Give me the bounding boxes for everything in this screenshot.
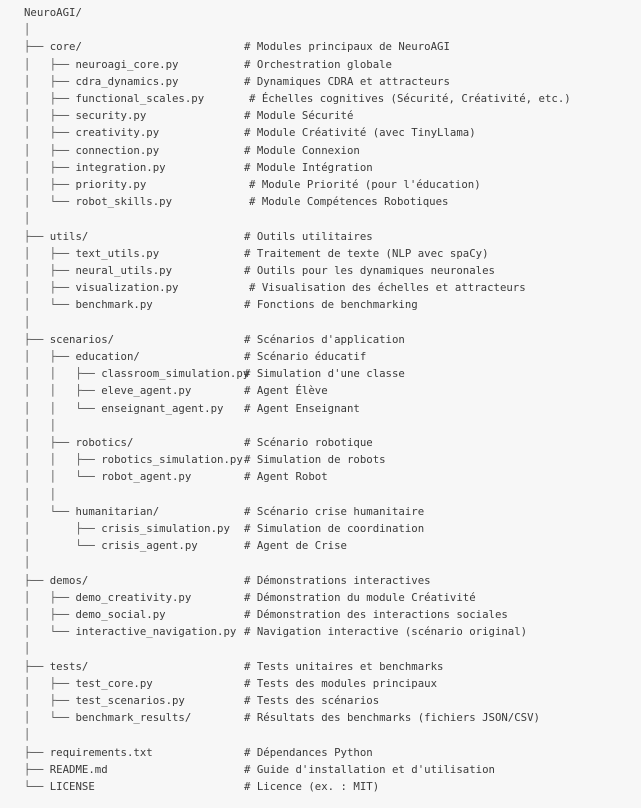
folder-name: robotics/	[75, 436, 134, 449]
line-comment: # Tests des scénarios	[244, 694, 380, 707]
tree-file-row	[24, 279, 526, 296]
tree-file-row	[24, 589, 476, 606]
tree-branch-glyphs: ├──	[24, 762, 50, 776]
tree-file-row	[24, 56, 392, 73]
tree-connector-row	[24, 486, 56, 503]
tree-branch-glyphs: │ └──	[24, 711, 76, 725]
line-comment: # Traitement de texte (NLP avec spaCy)	[244, 246, 489, 260]
tree-branch-glyphs: │ ├──	[24, 178, 76, 191]
file-name: connection.py	[75, 143, 160, 157]
tree-branch-glyphs: ├──	[24, 659, 50, 673]
file-name: cdra_dynamics.py	[75, 74, 179, 88]
folder-name: education/	[75, 350, 140, 363]
tree-branch-glyphs: │ └──	[24, 539, 102, 553]
tree-branch-glyphs: │ └──	[24, 625, 76, 639]
line-comment: # Module Sécurité	[244, 109, 354, 123]
line-comment: # Échelles cognitives (Sécurité, Créativité, etc.)	[249, 92, 571, 105]
file-name: robotics_simulation.py	[101, 453, 243, 467]
tree-branch-glyphs: │	[24, 212, 31, 226]
tree-file-row	[24, 365, 405, 382]
file-name: test_core.py	[75, 676, 153, 690]
tree-folder-row	[24, 658, 444, 675]
line-comment: # Module Créativité (avec TinyLlama)	[244, 126, 476, 140]
tree-file-row	[24, 142, 360, 159]
line-comment: # Guide d'installation et d'utilisation	[244, 762, 495, 776]
folder-name: scenarios/	[49, 332, 115, 346]
line-comment: # Navigation interactive (scénario original)	[244, 625, 528, 639]
tree-branch-glyphs: │	[24, 728, 31, 742]
tree-connector-row	[24, 21, 30, 38]
tree-branch-glyphs: │ ├──	[24, 264, 76, 277]
tree-branch-glyphs: │ │ ├──	[24, 453, 102, 467]
line-comment: # Agent Enseignant	[244, 401, 360, 415]
tree-folder-row	[24, 503, 425, 520]
tree-branch-glyphs: │ ├──	[24, 694, 76, 707]
tree-branch-glyphs: │ ├──	[24, 436, 76, 449]
tree-folder-row	[24, 38, 450, 55]
tree-file-row	[24, 400, 360, 417]
file-name: classroom_simulation.py	[101, 367, 250, 381]
tree-file-row	[24, 537, 347, 554]
tree-file-row	[24, 761, 495, 778]
file-name: test_scenarios.py	[75, 694, 185, 707]
file-name: functional_scales.py	[75, 92, 205, 105]
file-name: robot_skills.py	[75, 195, 173, 209]
file-name: interactive_navigation.py	[75, 625, 237, 639]
tree-branch-glyphs: │ ├──	[24, 590, 76, 604]
file-name: visualization.py	[75, 281, 179, 295]
tree-connector-row	[24, 314, 30, 331]
tree-branch-glyphs: │ ├──	[24, 246, 76, 260]
line-comment: # Fonctions de benchmarking	[244, 298, 418, 312]
file-name: priority.py	[75, 178, 147, 191]
tree-branch-glyphs: │ ├──	[24, 608, 76, 621]
file-name: neural_utils.py	[75, 264, 173, 277]
tree-file-row	[24, 107, 354, 124]
tree-connector-row	[24, 210, 30, 227]
line-comment: # Outils utilitaires	[244, 229, 373, 243]
line-comment: # Dépendances Python	[244, 745, 373, 759]
folder-name: benchmark_results/	[75, 711, 192, 725]
line-comment: # Modules principaux de NeuroAGI	[244, 40, 450, 54]
file-name: eleve_agent.py	[101, 384, 192, 398]
tree-file-row	[24, 262, 495, 279]
tree-branch-glyphs: │ ├──	[24, 92, 76, 105]
tree-folder-row	[24, 434, 373, 451]
tree-branch-glyphs: │ │ └──	[24, 401, 102, 415]
tree-folder-row	[24, 331, 405, 348]
tree-branch-glyphs: │ │ └──	[24, 470, 102, 484]
tree-branch-glyphs: │ ├──	[24, 350, 76, 363]
file-name: neuroagi_core.py	[75, 57, 179, 71]
file-name: LICENSE	[49, 780, 95, 793]
line-comment: # Scénario éducatif	[244, 350, 367, 363]
line-comment: # Visualisation des échelles et attracteurs	[249, 281, 526, 295]
line-comment: # Module Priorité (pour l'éducation)	[249, 178, 481, 191]
file-name: integration.py	[75, 160, 166, 174]
tree-file-row	[24, 296, 418, 313]
line-comment: # Outils pour les dynamiques neuronales	[244, 264, 495, 277]
tree-branch-glyphs: │ └──	[24, 504, 76, 518]
tree-branch-glyphs: │ │	[24, 418, 57, 432]
folder-name: tests/	[49, 659, 89, 673]
line-comment: # Démonstrations interactives	[244, 573, 431, 587]
tree-file-row	[24, 778, 380, 795]
tree-file-row	[24, 245, 489, 262]
tree-branch-glyphs: │ │ ├──	[24, 384, 102, 398]
tree-folder-row	[24, 572, 431, 589]
file-name: text_utils.py	[75, 246, 160, 260]
tree-branch-glyphs: ├──	[24, 40, 50, 54]
file-name: README.md	[49, 762, 108, 776]
tree-connector-row	[24, 640, 30, 657]
tree-file-row	[24, 744, 373, 761]
folder-name: NeuroAGI/	[24, 6, 82, 19]
file-name: benchmark.py	[75, 298, 153, 312]
tree-branch-glyphs: │ ├──	[24, 522, 102, 535]
folder-name: core/	[49, 40, 82, 54]
folder-name: utils/	[49, 229, 89, 243]
tree-branch-glyphs: │ └──	[24, 298, 76, 312]
tree-branch-glyphs: │	[24, 642, 31, 656]
tree-branch-glyphs: │ ├──	[24, 126, 76, 140]
tree-branch-glyphs: │	[24, 23, 31, 37]
line-comment: # Module Compétences Robotiques	[249, 195, 449, 209]
line-comment: # Simulation d'une classe	[244, 367, 405, 381]
tree-file-row	[24, 468, 328, 485]
line-comment: # Tests des modules principaux	[244, 676, 438, 690]
tree-connector-row	[24, 417, 56, 434]
line-comment: # Scénarios d'application	[244, 332, 405, 346]
tree-file-row	[24, 606, 508, 623]
tree-file-row	[24, 382, 328, 399]
tree-branch-glyphs: │ ├──	[24, 109, 76, 123]
line-comment: # Dynamiques CDRA et attracteurs	[244, 74, 450, 88]
tree-branch-glyphs: │ ├──	[24, 74, 76, 88]
tree-branch-glyphs: ├──	[24, 229, 50, 243]
tree-file-row	[24, 159, 373, 176]
line-comment: # Agent Élève	[244, 384, 328, 398]
tree-file-row	[24, 90, 571, 107]
file-name: robot_agent.py	[101, 470, 192, 484]
tree-branch-glyphs: │ ├──	[24, 676, 76, 690]
folder-name: humanitarian/	[75, 504, 160, 518]
tree-branch-glyphs: │	[24, 556, 31, 570]
line-comment: # Agent Robot	[244, 470, 328, 484]
file-name: requirements.txt	[49, 745, 153, 759]
tree-branch-glyphs: │ ├──	[24, 143, 76, 157]
tree-file-row	[24, 692, 380, 709]
tree-file-row	[24, 451, 386, 468]
tree-file-row	[24, 193, 449, 210]
tree-branch-glyphs: ├──	[24, 573, 50, 587]
file-name: enseignant_agent.py	[101, 401, 224, 415]
tree-connector-row	[24, 554, 30, 571]
line-comment: # Module Intégration	[244, 160, 373, 174]
file-name: crisis_simulation.py	[101, 522, 230, 535]
tree-root	[24, 4, 82, 21]
tree-branch-glyphs: │ │ ├──	[24, 367, 102, 381]
tree-branch-glyphs: │ ├──	[24, 160, 76, 174]
tree-branch-glyphs: ├──	[24, 332, 50, 346]
file-name: security.py	[75, 109, 147, 123]
file-name: creativity.py	[75, 126, 160, 140]
tree-folder-row	[24, 709, 540, 726]
line-comment: # Module Connexion	[244, 143, 360, 157]
tree-folder-row	[24, 348, 367, 365]
line-comment: # Licence (ex. : MIT)	[244, 780, 380, 793]
tree-connector-row	[24, 726, 30, 743]
folder-name: demos/	[49, 573, 89, 587]
tree-branch-glyphs: │ │	[24, 487, 57, 501]
tree-file-row	[24, 675, 438, 692]
tree-branch-glyphs: │ ├──	[24, 281, 76, 295]
line-comment: # Agent de Crise	[244, 539, 347, 553]
tree-branch-glyphs: │ └──	[24, 195, 76, 209]
tree-branch-glyphs: │	[24, 315, 31, 329]
line-comment: # Orchestration globale	[244, 57, 392, 71]
line-comment: # Démonstration des interactions sociales	[244, 608, 508, 621]
line-comment: # Tests unitaires et benchmarks	[244, 659, 444, 673]
tree-file-row	[24, 73, 450, 90]
file-name: demo_social.py	[75, 608, 166, 621]
line-comment: # Scénario crise humanitaire	[244, 504, 425, 518]
line-comment: # Scénario robotique	[244, 436, 373, 449]
line-comment: # Démonstration du module Créativité	[244, 590, 476, 604]
tree-branch-glyphs: └──	[24, 780, 50, 793]
line-comment: # Résultats des benchmarks (fichiers JSON/CSV)	[244, 711, 540, 725]
tree-file-row	[24, 520, 425, 537]
tree-file-row	[24, 623, 528, 640]
file-name: demo_creativity.py	[75, 590, 192, 604]
file-name: crisis_agent.py	[101, 539, 198, 553]
tree-folder-row	[24, 228, 373, 245]
tree-branch-glyphs: │ ├──	[24, 57, 76, 71]
tree-branch-glyphs: ├──	[24, 745, 50, 759]
line-comment: # Simulation de coordination	[244, 522, 425, 535]
line-comment: # Simulation de robots	[244, 453, 386, 467]
tree-file-row	[24, 176, 481, 193]
tree-file-row	[24, 124, 476, 141]
